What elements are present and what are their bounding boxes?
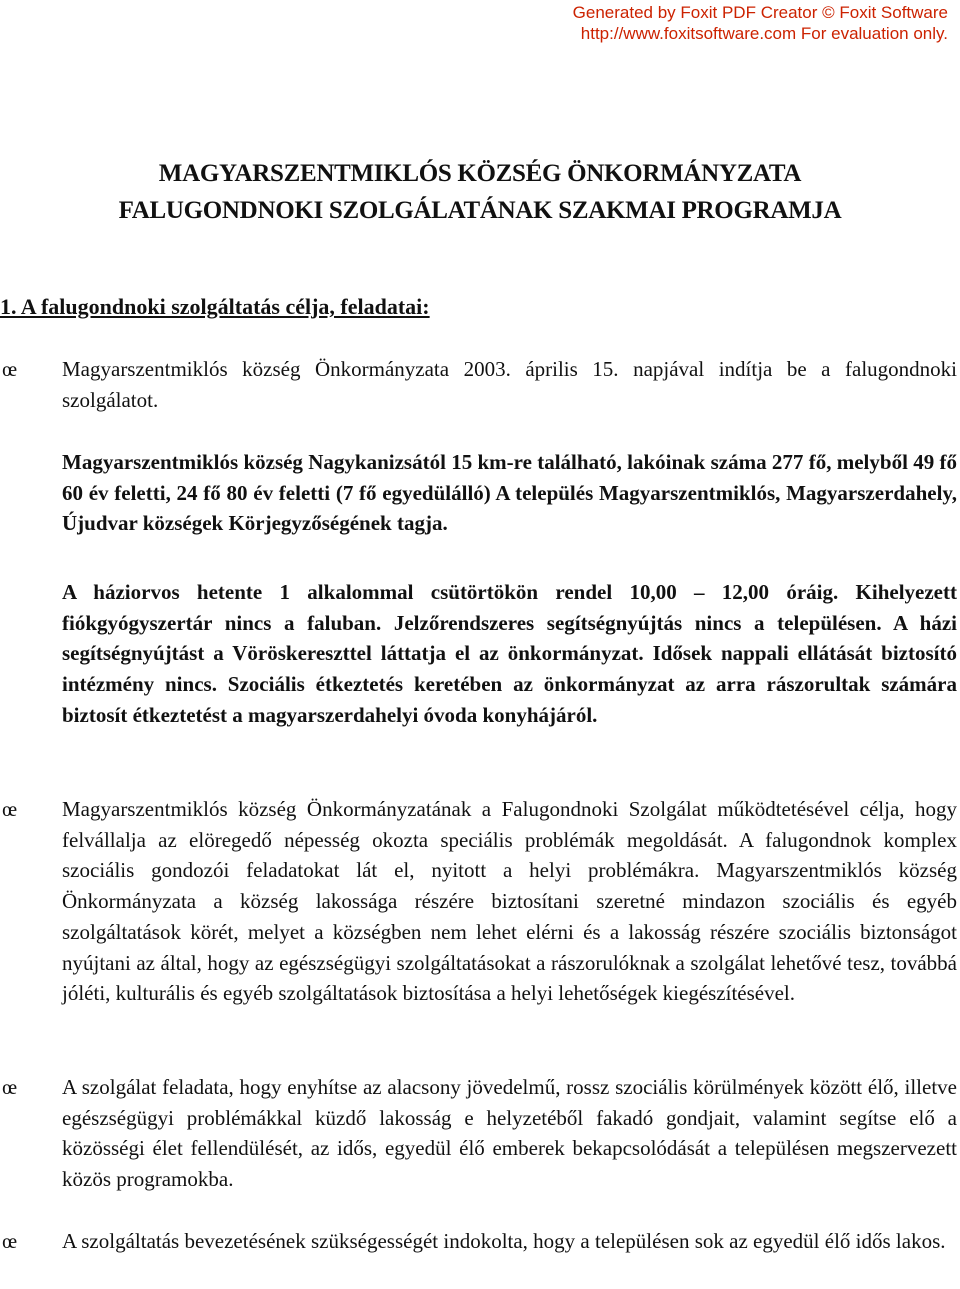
paragraph-village-info: Magyarszentmiklós község Nagykanizsától 15 km-re található, lakóinak száma 277 fő, melyből 49 fő 60 év feletti, 24 fő 80 év feletti (7 fő egyedülálló) A település Magyarszentmiklós, Magyarszerdahely, Újudvar községek Körjegyzőségének tagja.: [62, 450, 957, 536]
document-title-line-2: FALUGONDNOKI SZOLGÁLATÁNAK SZAKMAI PROGRAMJA: [118, 197, 842, 224]
paragraph-justification: A szolgáltatás bevezetésének szükségességét indokolta, hogy a településen sok az egyedül élő idős lakos.: [62, 1229, 946, 1253]
paragraph-service-task: A szolgálat feladata, hogy enyhítse az alacsony jövedelmű, rossz szociális körülmények között élő, illetve egészségügyi problémákkal küzdő lakosság e helyzetéből fakadó gondjait, valamint segítse elő a közösségi élet fellendülését, az idős, egyedül élő emberek bekapcsolódását a településen megszervezett közös programokba.: [62, 1075, 957, 1192]
paragraph-local-services: A háziorvos hetente 1 alkalommal csütörtökön rendel 10,00 – 12,00 óráig. Kihelyezett fiókgyógyszertár nincs a faluban. Jelzőrendszeres segítségnyújtás nincs a településen. A házi segítségnyújtást a Vöröskereszttel láttatja el az önkormányzat. Idősek nappali ellátását biztosító intézmény nincs. Szociális étkeztetés keretében az önkormányzat az arra rászorultak számára biztosít étkeztetést a magyarszerdahelyi óvoda konyhájáról.: [62, 580, 957, 727]
bullet-1-icon: œ: [2, 357, 18, 381]
watermark-line-2: http://www.foxitsoftware.com For evaluation only.: [580, 24, 948, 43]
section-heading: 1. A falugondnoki szolgáltatás célja, feladatai:: [0, 294, 430, 319]
bullet-3-icon: œ: [2, 1075, 18, 1099]
document-title-line-1: MAGYARSZENTMIKLÓS KÖZSÉG ÖNKORMÁNYZATA: [158, 160, 802, 187]
foxit-watermark: [573, 2, 948, 44]
watermark-line-1: Generated by Foxit PDF Creator © Foxit Software: [572, 3, 948, 22]
bullet-2-icon: œ: [2, 797, 18, 821]
paragraph-start-date: Magyarszentmiklós község Önkormányzata 2003. április 15. napjával indítja be a falugondnoki szolgálatot.: [62, 357, 957, 412]
paragraph-service-goal: Magyarszentmiklós község Önkormányzatának a Falugondnoki Szolgálat működtetésével célja, hogy felvállalja az elöregedő népesség okozta speciális problémák megoldását. A falugondnok komplex szociális gondozói feladatokat lát el, nyitott a helyi problémákra. Magyarszentmiklós község Önkormányzata a község lakossága részére biztosítani szeretné mindazon szociális és egyéb szolgáltatások körét, melyet a községben nem lehet elérni és a lakosság részére szociális biztonságot nyújtani az által, hogy az egészségügyi szolgáltatásokat a rászorulóknak a szolgálat lehetővé tesz, továbbá jóléti, kulturális és egyéb szolgáltatások biztosítása a helyi lehetőségek kiegészítésével.: [62, 797, 957, 1006]
bullet-4-icon: œ: [2, 1229, 18, 1253]
